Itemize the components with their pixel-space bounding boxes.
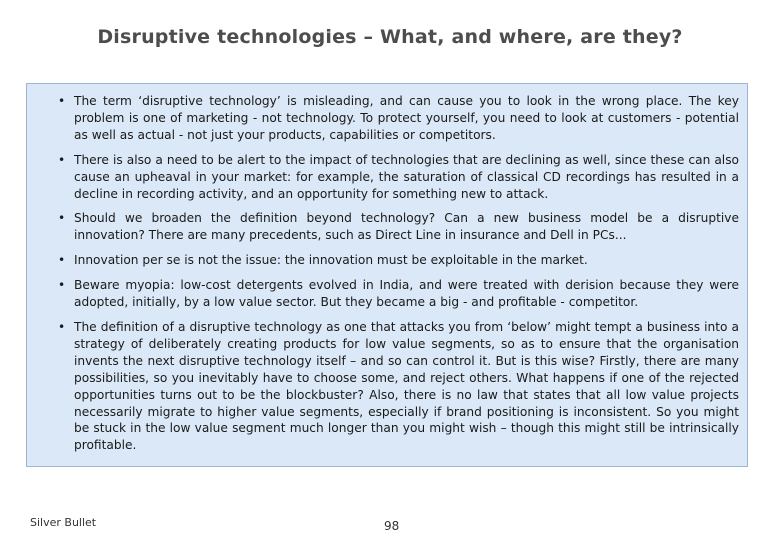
bullet-item: • The term ‘disruptive technology’ is misleading, and can cause you to look in the wrong place. The key problem is one of marketing - not technology. To protect yourself, you need to look at customers - potential as well as actual - not just your products, capabilities or competitors. [43, 93, 739, 144]
content-panel [26, 83, 748, 467]
bullet-list [43, 93, 739, 454]
bullet-item: • Innovation per se is not the issue: the innovation must be exploitable in the market. [43, 252, 739, 269]
bullet-item: • Beware myopia: low-cost detergents evolved in India, and were treated with derision because they were adopted, initially, by a low value sector. But they became a big - and profitable - competitor. [43, 277, 739, 311]
slide-title: Disruptive technologies – What, and where, are they? [97, 26, 683, 48]
footer-brand: Silver Bullet [30, 516, 97, 529]
bullet-item: • The definition of a disruptive technology as one that attacks you from ‘below’ might tempt a business into a strategy of deliberately creating products for low value segments, so as to ensure that the organisation invents the next disruptive technology itself – and so can control it. But is this wise? Firstly, there are many possibilities, so you inevitably have to choose some, and reject others. What happens if one of the rejected opportunities turns out to be the blockbuster? Also, there is no law that states that all low value projects necessarily migrate to higher value segments, especially if brand positioning is inconsistent. So you might be stuck in the low value segment much longer than you might wish – though this might still be intrinsically profitable. [43, 319, 739, 454]
page-number: 98 [384, 519, 400, 533]
bullet-item: • There is also a need to be alert to the impact of technologies that are declining as well, since these can also cause an upheaval in your market: for example, the saturation of classical CD recordings has resulted in a decline in recording activity, and an opportunity for something new to attack. [43, 152, 739, 203]
bullet-item: • Should we broaden the definition beyond technology? Can a new business model be a disruptive innovation? There are many precedents, such as Direct Line in insurance and Dell in PCs... [43, 210, 739, 244]
